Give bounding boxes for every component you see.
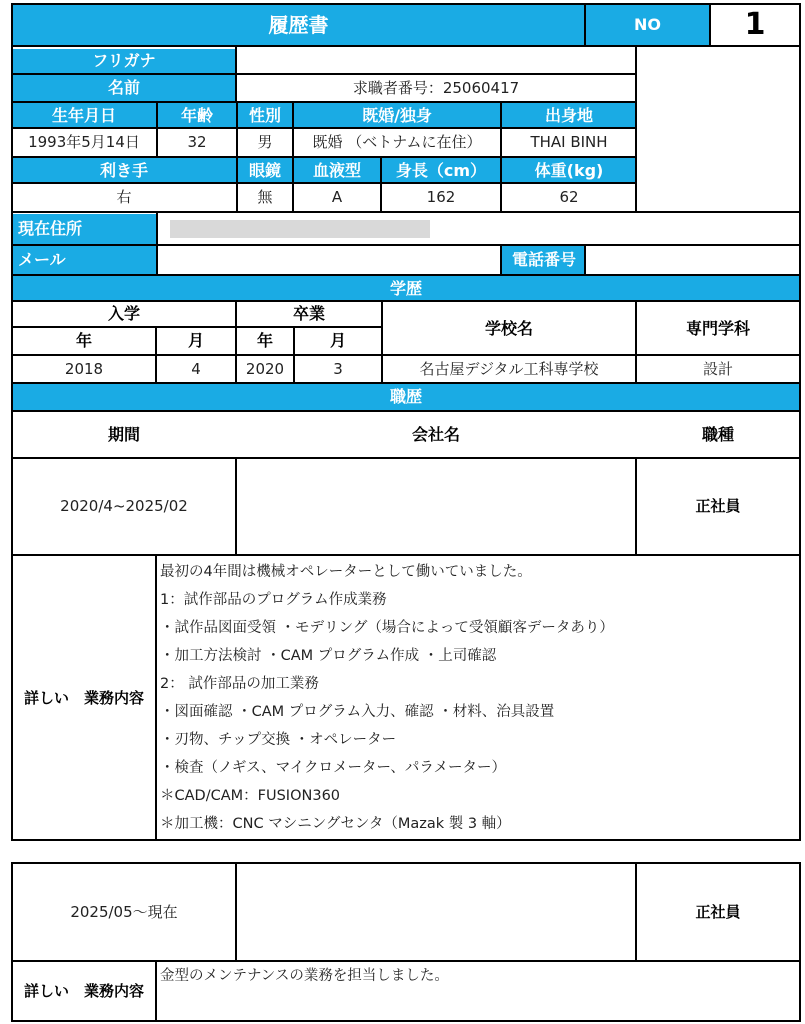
birthplace-label: 出身地 <box>502 103 636 128</box>
major-label: 専門学科 <box>636 302 800 356</box>
sex-value: 男 <box>238 128 292 156</box>
entry-label: 入学 <box>12 302 236 326</box>
detail-line: ・加工方法検討 ・CAM プログラム作成 ・上司確認 <box>160 648 497 664</box>
detail-line: 1：試作部品のプログラム作成業務 <box>160 592 387 608</box>
career-2-job-type: 正社員 <box>636 864 800 960</box>
career-header: 職歴 <box>12 384 800 410</box>
grad-year-label: 年 <box>236 328 294 354</box>
company-label: 会社名 <box>236 412 636 458</box>
detail-line: 金型のメンテナンスの業務を担当しました。 <box>160 968 449 984</box>
no-value: 1 <box>710 5 800 45</box>
furigana-label: フリガナ <box>12 49 236 73</box>
school-label: 学校名 <box>382 302 636 356</box>
education-header: 学歴 <box>12 276 800 302</box>
career-1-period: 2020/4~2025/02 <box>12 458 236 554</box>
detail-line: ・刃物、チップ交換 ・オペレーター <box>160 732 397 748</box>
phone-label: 電話番号 <box>502 246 586 274</box>
detail-line: ＊CAD/CAM：FUSION360 <box>160 788 341 804</box>
height-value: 162 <box>382 183 500 211</box>
marital-label: 既婚/独身 <box>294 103 500 128</box>
birth-value: 1993年5月14日 <box>12 128 156 156</box>
detail-line: ・試作品図面受領 ・モデリング（場合によって受領顧客データあり） <box>160 620 614 636</box>
blood-value: A <box>294 183 380 211</box>
grad-month-value: 3 <box>294 356 382 382</box>
grad-month-label: 月 <box>294 328 382 354</box>
detail-line: 2： 試作部品の加工業務 <box>160 676 319 692</box>
hand-label: 利き手 <box>12 158 236 183</box>
entry-year-label: 年 <box>12 328 156 354</box>
glasses-value: 無 <box>238 183 292 211</box>
weight-label: 体重(kg) <box>502 158 636 183</box>
hand-value: 右 <box>12 183 236 211</box>
school-value: 名古屋デジタル工科専学校 <box>382 356 636 382</box>
career-1-job-type: 正社員 <box>636 458 800 554</box>
graduation-label: 卒業 <box>236 302 382 326</box>
detail-line: 最初の4年間は機械オペレーターとして働いていました。 <box>160 564 532 580</box>
glasses-label: 眼鏡 <box>238 158 292 183</box>
resume-title: 履歴書 <box>12 5 585 45</box>
age-label: 年齢 <box>158 103 236 128</box>
name-value: 求職者番号：25060417 <box>236 75 636 101</box>
sex-label: 性別 <box>238 103 292 128</box>
job-type-label: 職種 <box>636 412 800 458</box>
career-1-details-label: 詳しい 業務内容 <box>12 556 156 840</box>
major-value: 設計 <box>636 356 800 382</box>
period-label: 期間 <box>12 412 236 458</box>
entry-month-value: 4 <box>156 356 236 382</box>
weight-value: 62 <box>502 183 636 211</box>
entry-year-value: 2018 <box>12 356 156 382</box>
no-label: NO <box>585 5 710 45</box>
age-value: 32 <box>158 128 236 156</box>
blood-label: 血液型 <box>294 158 380 183</box>
entry-month-label: 月 <box>156 328 236 354</box>
address-label: 現在住所 <box>12 214 156 244</box>
detail-line: ・検査（ノギス、マイクロメーター、パラメーター） <box>160 760 506 776</box>
detail-line: ＊加工機：CNC マシニングセンタ（Mazak 製 3 軸） <box>160 816 511 832</box>
career-2-details-label: 詳しい 業務内容 <box>12 962 156 1020</box>
detail-line: ・図面確認 ・CAM プログラム入力、確認 ・材料、治具設置 <box>160 704 555 720</box>
height-label: 身長（cm） <box>382 158 500 183</box>
marital-value: 既婚 （ベトナムに在住） <box>294 128 500 156</box>
birthplace-value: THAI BINH <box>502 128 636 156</box>
birth-label: 生年月日 <box>12 103 156 128</box>
career-2-period: 2025/05～現在 <box>12 864 236 960</box>
grad-year-value: 2020 <box>236 356 294 382</box>
name-label: 名前 <box>12 75 236 101</box>
mail-label: メール <box>12 246 156 274</box>
